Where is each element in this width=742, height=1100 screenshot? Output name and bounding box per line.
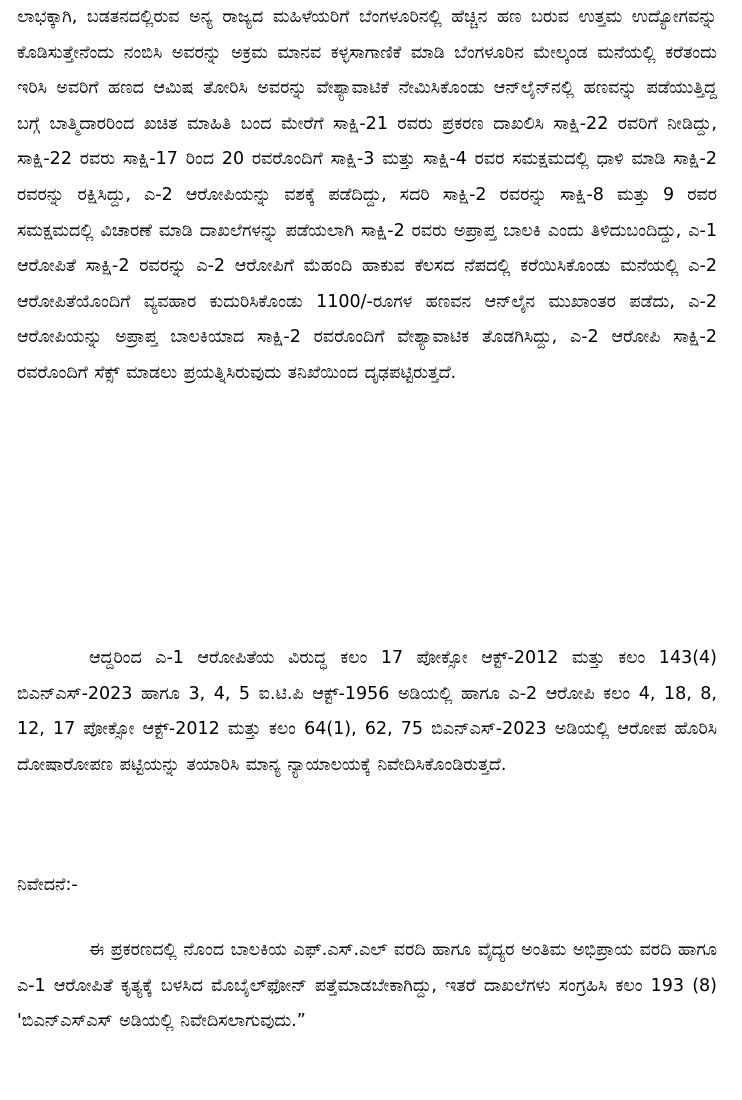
submission-heading: ನಿವೇದನೆ:- [17, 875, 78, 895]
submission-paragraph: ಈ ಪ್ರಕರಣದಲ್ಲಿ ನೊಂದ ಬಾಲಕಿಯ ಎಫ್.ಎಸ್.ಎಲ್ ವರದಿ ಹಾಗೂ ವೈದ್ಯರ ಅಂತಿಮ ಅಭಿಪ್ರಾಯ ವರದಿ ಹಾಗೂ ಎ-1 ಆರೋಪಿತೆ ಕೃತ್ಯಕ್ಕೆ ಬಳಸಿದ ಮೊಬೈಲ್‌ಫೋನ್ ಪತ್ತೆಮಾಡಬೇಕಾಗಿದ್ದು, ಇತರೆ ದಾಖಲೆಗಳು ಸಂಗ್ರಹಿಸಿ ಕಲಂ 193 (8) 'ಬಿಎನ್‌ಎಸ್‌ಎಸ್ ಅಡಿಯಲ್ಲಿ ನಿವೇದಿಸಲಾಗುವುದು.” [17, 940, 717, 1032]
findings-paragraph: ಲಾಭಕ್ಕಾಗಿ, ಬಡತನದಲ್ಲಿರುವ ಅನ್ಯ ರಾಜ್ಯದ ಮಹಿಳೆಯರಿಗೆ ಬೆಂಗಳೂರಿನಲ್ಲಿ ಹೆಚ್ಚಿನ ಹಣ ಬರುವ ಉತ್ತಮ ಉದ್ಯೋಗವನ್ನು ಕೊಡಿಸುತ್ತೇನೆಂದು ನಂಬಿಸಿ ಅವರನ್ನು ಅಕ್ರಮ ಮಾನವ ಕಳ್ಳಸಾಗಾಣಿಕೆ ಮಾಡಿ ಬೆಂಗಳೂರಿನ ಮೇಲ್ಕಂಡ ಮನೆಯಲ್ಲಿ ಕರೆತಂದು ಇರಿಸಿ ಅವರಿಗೆ ಹಣದ ಆಮಿಷ ತೋರಿಸಿ ಅವರನ್ನು ವೇಶ್ಯಾವಾಟಿಕೆ ನೇಮಿಸಿಕೊಂಡು ಆನ್‌ಲೈನ್‌ನಲ್ಲಿ ಹಣವನ್ನು ಪಡೆಯುತ್ತಿದ್ದ ಬಗ್ಗೆ ಬಾತ್ಮಿದಾರರಿಂದ ಖಚಿತ ಮಾಹಿತಿ ಬಂದ ಮೇರೆಗೆ ಸಾಕ್ಷಿ-21 ರವರು ಪ್ರಕರಣ ದಾಖಲಿಸಿ ಸಾಕ್ಷಿ-22 ರವರಿಗೆ ನೀಡಿದ್ದು, ಸಾಕ್ಷಿ-22 ರವರು ಸಾಕ್ಷಿ-17 ರಿಂದ 20 ರವರೊಂದಿಗೆ ಸಾಕ್ಷಿ-3 ಮತ್ತು ಸಾಕ್ಷಿ-4 ರವರ ಸಮಕ್ಷಮದಲ್ಲಿ ಧಾಳಿ ಮಾಡಿ ಸಾಕ್ಷಿ-2 ರವರನ್ನು ರಕ್ಷಿಸಿದ್ದು, ಎ-2 ಆರೋಪಿಯನ್ನು ವಶಕ್ಕೆ ಪಡೆದಿದ್ದು, ಸದರಿ ಸಾಕ್ಷಿ-2 ರವರನ್ನು ಸಾಕ್ಷಿ-8 ಮತ್ತು 9 ರವರ ಸಮಕ್ಷಮದಲ್ಲಿ ವಿಚಾರಣೆ ಮಾಡಿ ದಾಖಲೆಗಳನ್ನು ಪಡೆಯಲಾಗಿ ಸಾಕ್ಷಿ-2 ರವರು ಅಪ್ರಾಪ್ತ ಬಾಲಕಿ ಎಂದು ತಿಳಿದುಬಂದಿದ್ದು, ಎ-1 ಆರೋಪಿತೆ ಸಾಕ್ಷಿ-2 ರವರನ್ನು ಎ-2 ಆರೋಪಿಗೆ ಮೆಹಂದಿ ಹಾಕುವ ಕೆಲಸದ ನೆಪದಲ್ಲಿ ಕರೆಯಿಸಿಕೊಂಡು ಮನೆಯಲ್ಲಿ ಎ-2 ಆರೋಪಿತೆಯೊಂದಿಗೆ ವ್ಯವಹಾರ ಕುದುರಿಸಿಕೊಂಡು 1100/-ರೂಗಳ ಹಣವನ ಆನ್‌ಲೈನ ಮುಖಾಂತರ ಪಡೆದು, ಎ-2 ಆರೋಪಿಯನ್ನು ಅಪ್ರಾಪ್ತ ಬಾಲಕಿಯಾದ ಸಾಕ್ಷಿ-2 ರವರೊಂದಿಗೆ ವೇಶ್ಯಾವಾಟಿಕ ತೊಡಗಿಸಿದ್ದು, ಎ-2 ಆರೋಪಿ ಸಾಕ್ಷಿ-2 ರವರೊಂದಿಗೆ ಸೆಕ್ಸ್ ಮಾಡಲು ಪ್ರಯತ್ನಿಸಿರುವುದು ತನಿಖೆಯಿಂದ ದೃಢಪಟ್ಟಿರುತ್ತದೆ. [17, 7, 717, 383]
charges-paragraph: ಆದ್ದರಿಂದ ಎ-1 ಆರೋಪಿತೆಯ ವಿರುದ್ಧ ಕಲಂ 17 ಪೋಕ್ಸೋ ಆಕ್ಟ್-2012 ಮತ್ತು ಕಲಂ 143(4) ಬಿಎನ್‌ಎಸ್-2023 ಹಾಗೂ 3, 4, 5 ಐ.ಟಿ.ಪಿ ಆಕ್ಟ್-1956 ಅಡಿಯಲ್ಲಿ ಹಾಗೂ ಎ-2 ಆರೋಪಿ ಕಲಂ 4, 18, 8, 12, 17 ಪೋಕ್ಸೋ ಆಕ್ಟ್-2012 ಮತ್ತು ಕಲಂ 64(1), 62, 75 ಬಿಎನ್‌ಎಸ್-2023 ಅಡಿಯಲ್ಲಿ ಆರೋಪ ಹೊರಿಸಿ ದೋಷಾರೋಪಣ ಪಟ್ಟಿಯನ್ನು ತಯಾರಿಸಿ ಮಾನ್ಯ ನ್ಯಾಯಾಲಯಕ್ಕೆ ನಿವೇದಿಸಿಕೊಂಡಿರುತ್ತದೆ. [17, 648, 717, 775]
